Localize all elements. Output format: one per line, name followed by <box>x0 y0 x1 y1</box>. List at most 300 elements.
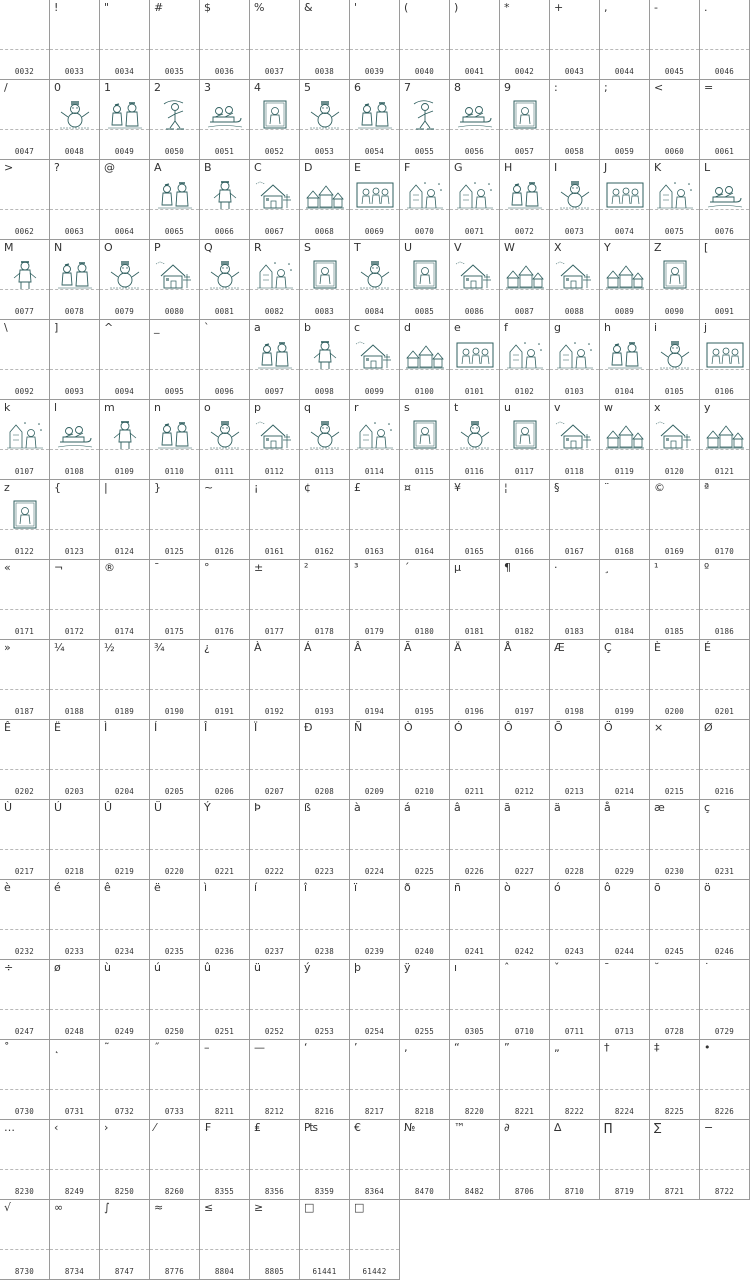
frame-illustration-icon <box>406 420 444 450</box>
glyph-cell <box>550 1040 600 1120</box>
figure-illustration-icon <box>206 180 244 210</box>
baseline-divider <box>300 1169 349 1170</box>
glyph-character: Æ <box>554 641 565 654</box>
glyph-character: î <box>304 881 308 894</box>
glyph-character: V <box>454 241 462 254</box>
glyph-character: f <box>504 321 508 334</box>
glyph-cell <box>500 160 550 240</box>
glyph-cell <box>450 880 500 960</box>
glyph-cell <box>600 1040 650 1120</box>
glyph-character: › <box>104 1121 109 1134</box>
glyph-code: 0731 <box>64 1107 85 1116</box>
glyph-cell <box>350 1200 400 1280</box>
glyph-code: 8226 <box>714 1107 735 1116</box>
glyph-code: 0061 <box>714 147 735 156</box>
glyph-character: − <box>704 1121 714 1134</box>
glyph-code: 0732 <box>114 1107 135 1116</box>
baseline-divider <box>250 1169 299 1170</box>
glyph-cell <box>0 0 50 80</box>
glyph-character: ¯ <box>154 561 160 574</box>
glyph-cell <box>300 400 350 480</box>
glyph-character: g <box>554 321 561 334</box>
glyph-code: 8730 <box>14 1267 35 1276</box>
glyph-code: 0247 <box>14 1027 35 1036</box>
glyph-cell <box>300 320 350 400</box>
glyph-code: 0217 <box>14 867 35 876</box>
baseline-divider <box>350 849 399 850</box>
glyph-code: 0183 <box>564 627 585 636</box>
glyph-character: H <box>504 161 513 174</box>
glyph-character: 4 <box>254 81 261 94</box>
baseline-divider <box>150 529 199 530</box>
glyph-cell <box>550 0 600 80</box>
baseline-divider <box>250 49 299 50</box>
glyph-cell <box>650 0 700 80</box>
glyph-code: 0112 <box>264 467 285 476</box>
glyph-code: 0166 <box>514 547 535 556</box>
baseline-divider <box>300 1009 349 1010</box>
glyph-cell <box>550 80 600 160</box>
skater-illustration-icon <box>156 100 194 130</box>
baseline-divider <box>350 1249 399 1250</box>
glyph-character: ¢ <box>304 481 311 494</box>
glyph-code: 8805 <box>264 1267 285 1276</box>
glyph-cell <box>550 240 600 320</box>
glyph-code: 0161 <box>264 547 285 556</box>
baseline-divider <box>700 289 749 290</box>
glyph-code: 0232 <box>14 947 35 956</box>
glyph-character: Q <box>204 241 213 254</box>
glyph-code: 8364 <box>364 1187 385 1196</box>
glyph-character: À <box>254 641 262 654</box>
baseline-divider <box>450 929 499 930</box>
glyph-cell <box>50 880 100 960</box>
snowman-illustration-icon <box>656 340 694 370</box>
kids-illustration-icon <box>606 340 644 370</box>
glyph-character: ∏ <box>604 1121 613 1134</box>
glyph-code: 0115 <box>414 467 435 476</box>
glyph-code: 0082 <box>264 307 285 316</box>
glyph-cell <box>250 960 300 1040</box>
glyph-character: 3 <box>204 81 211 94</box>
baseline-divider <box>150 49 199 50</box>
glyph-cell <box>250 1120 300 1200</box>
glyph-character: / <box>4 81 8 94</box>
glyph-code: 0252 <box>264 1027 285 1036</box>
glyph-cell <box>150 240 200 320</box>
glyph-code: 0234 <box>114 947 135 956</box>
glyph-code: 0094 <box>114 387 135 396</box>
glyph-character: ï <box>354 881 358 894</box>
glyph-character: 5 <box>304 81 311 94</box>
glyph-cell <box>100 1040 150 1120</box>
glyph-character: ™ <box>454 1121 465 1134</box>
glyph-cell <box>600 240 650 320</box>
glyph-code: 8734 <box>64 1267 85 1276</box>
glyph-code: 0080 <box>164 307 185 316</box>
glyph-character: … <box>4 1121 15 1134</box>
glyph-cell <box>150 160 200 240</box>
baseline-divider <box>0 609 49 610</box>
glyph-cell <box>500 320 550 400</box>
glyph-cell <box>350 480 400 560</box>
glyph-cell <box>50 640 100 720</box>
baseline-divider <box>0 49 49 50</box>
glyph-code: 0040 <box>414 67 435 76</box>
glyph-cell <box>0 160 50 240</box>
glyph-code: 0099 <box>364 387 385 396</box>
glyph-character: ˇ <box>554 961 560 974</box>
glyph-code: 0178 <box>314 627 335 636</box>
glyph-code: 0125 <box>164 547 185 556</box>
glyph-cell <box>700 720 750 800</box>
glyph-code: 0237 <box>264 947 285 956</box>
baseline-divider <box>500 689 549 690</box>
glyph-cell <box>350 1120 400 1200</box>
glyph-character: r <box>354 401 359 414</box>
glyph-code: 0054 <box>364 147 385 156</box>
glyph-cell <box>550 720 600 800</box>
glyph-character: ° <box>204 561 210 574</box>
glyph-character: Ì <box>104 721 108 734</box>
glyph-code: 0052 <box>264 147 285 156</box>
glyph-code: 0208 <box>314 787 335 796</box>
baseline-divider <box>600 49 649 50</box>
glyph-character: Å <box>504 641 512 654</box>
baseline-divider <box>50 529 99 530</box>
glyph-code: 0218 <box>64 867 85 876</box>
glyph-character: I <box>554 161 558 174</box>
glyph-character: ù <box>104 961 111 974</box>
glyph-code: 0213 <box>564 787 585 796</box>
glyph-cell <box>250 80 300 160</box>
glyph-cell <box>100 400 150 480</box>
glyph-character: æ <box>654 801 665 814</box>
baseline-divider <box>550 1169 599 1170</box>
sled-illustration-icon <box>56 420 94 450</box>
glyph-character: s <box>404 401 410 414</box>
glyph-character: 6 <box>354 81 361 94</box>
glyph-cell <box>700 880 750 960</box>
glyph-cell <box>200 720 250 800</box>
glyph-cell <box>250 160 300 240</box>
baseline-divider <box>550 1089 599 1090</box>
glyph-code: 0091 <box>714 307 735 316</box>
baseline-divider <box>0 689 49 690</box>
glyph-character: ý <box>304 961 311 974</box>
glyph-character: ÷ <box>4 961 14 974</box>
glyph-character: © <box>654 481 665 494</box>
glyph-cell <box>600 880 650 960</box>
glyph-cell <box>150 640 200 720</box>
baseline-divider <box>650 1089 699 1090</box>
glyph-cell <box>200 1120 250 1200</box>
glyph-code: 0244 <box>614 947 635 956</box>
snowman-illustration-icon <box>356 260 394 290</box>
figure-illustration-icon <box>306 340 344 370</box>
glyph-code: 0238 <box>314 947 335 956</box>
framewide-illustration-icon <box>706 340 744 370</box>
glyph-code: 0036 <box>214 67 235 76</box>
glyph-cell <box>350 640 400 720</box>
baseline-divider <box>50 849 99 850</box>
glyph-code: 0168 <box>614 547 635 556</box>
glyph-character: 2 <box>154 81 161 94</box>
glyph-code: 8719 <box>614 1187 635 1196</box>
baseline-divider <box>500 1009 549 1010</box>
glyph-character: - <box>654 1 658 14</box>
glyph-character: 7 <box>404 81 411 94</box>
glyph-cell <box>450 720 500 800</box>
glyph-cell <box>0 960 50 1040</box>
baseline-divider <box>250 689 299 690</box>
glyph-cell <box>500 240 550 320</box>
glyph-cell <box>700 1040 750 1120</box>
glyph-cell <box>500 560 550 640</box>
glyph-cell <box>600 0 650 80</box>
glyph-cell <box>50 240 100 320</box>
baseline-divider <box>50 1089 99 1090</box>
baseline-divider <box>100 769 149 770</box>
baseline-divider <box>450 529 499 530</box>
glyph-character: ¥ <box>454 481 461 494</box>
glyph-cell <box>250 1200 300 1280</box>
glyph-code: 0179 <box>364 627 385 636</box>
glyph-cell <box>100 160 150 240</box>
glyph-character: : <box>554 81 558 94</box>
glyph-code: 8470 <box>414 1187 435 1196</box>
glyph-character: Û <box>104 801 113 814</box>
glyph-character: m <box>104 401 115 414</box>
glyph-code: 0197 <box>514 707 535 716</box>
glyph-code: 0087 <box>514 307 535 316</box>
glyph-code: 0120 <box>664 467 685 476</box>
glyph-cell <box>650 240 700 320</box>
glyph-cell <box>650 400 700 480</box>
glyph-character: ^ <box>104 321 114 334</box>
baseline-divider <box>150 769 199 770</box>
baseline-divider <box>400 529 449 530</box>
glyph-code: 8260 <box>164 1187 185 1196</box>
glyph-cell <box>400 880 450 960</box>
glyph-character: c <box>354 321 361 334</box>
glyph-cell <box>550 880 600 960</box>
glyph-code: 0733 <box>164 1107 185 1116</box>
baseline-divider <box>600 1009 649 1010</box>
glyph-code: 0713 <box>614 1027 635 1036</box>
glyph-code: 0163 <box>364 547 385 556</box>
glyph-character: â <box>454 801 461 814</box>
glyph-cell <box>50 400 100 480</box>
baseline-divider <box>300 49 349 50</box>
glyph-cell <box>350 800 400 880</box>
glyph-cell <box>600 320 650 400</box>
frame-illustration-icon <box>656 260 694 290</box>
glyph-character: ≈ <box>154 1201 164 1214</box>
baseline-divider <box>150 1089 199 1090</box>
baseline-divider <box>300 609 349 610</box>
glyph-code: 0202 <box>14 787 35 796</box>
glyph-cell <box>700 640 750 720</box>
glyph-cell <box>100 80 150 160</box>
glyph-character: è <box>4 881 11 894</box>
glyph-character: o <box>204 401 211 414</box>
glyph-character: Õ <box>554 721 563 734</box>
glyph-cell <box>650 1120 700 1200</box>
glyph-code: 0228 <box>564 867 585 876</box>
glyph-character: ß <box>304 801 311 814</box>
baseline-divider <box>700 129 749 130</box>
glyph-cell <box>700 240 750 320</box>
glyph-code: 0222 <box>264 867 285 876</box>
baseline-divider <box>400 1009 449 1010</box>
glyph-character: ˉ <box>604 961 610 974</box>
glyph-cell <box>50 160 100 240</box>
glyph-code: 0103 <box>564 387 585 396</box>
glyph-cell <box>50 1040 100 1120</box>
glyph-character: ¤ <box>404 481 411 494</box>
glyph-character: ≥ <box>254 1201 264 1214</box>
sled-illustration-icon <box>206 100 244 130</box>
glyph-cell <box>450 640 500 720</box>
frame-illustration-icon <box>506 420 544 450</box>
glyph-code: 0086 <box>464 307 485 316</box>
glyph-code: 8230 <box>14 1187 35 1196</box>
glyph-character: ¹ <box>654 561 659 574</box>
baseline-divider <box>600 769 649 770</box>
glyph-cell <box>50 480 100 560</box>
glyph-cell <box>250 1040 300 1120</box>
glyph-code: 0121 <box>714 467 735 476</box>
glyph-cell <box>0 1040 50 1120</box>
baseline-divider <box>650 1009 699 1010</box>
glyph-code: 0077 <box>14 307 35 316</box>
glyph-cell <box>700 560 750 640</box>
glyph-character: L <box>704 161 711 174</box>
glyph-cell <box>200 880 250 960</box>
glyph-character: Ä <box>454 641 462 654</box>
glyph-character: ú <box>154 961 161 974</box>
baseline-divider <box>200 769 249 770</box>
glyph-code: 0243 <box>564 947 585 956</box>
baseline-divider <box>500 929 549 930</box>
glyph-character: – <box>204 1041 210 1054</box>
glyph-character: * <box>504 1 510 14</box>
glyph-cell <box>300 480 350 560</box>
glyph-code: 8721 <box>664 1187 685 1196</box>
glyph-cell <box>350 0 400 80</box>
scene-illustration-icon <box>506 340 544 370</box>
baseline-divider <box>500 1089 549 1090</box>
glyph-cell <box>200 480 250 560</box>
glyph-character: Y <box>604 241 611 254</box>
glyph-cell <box>450 0 500 80</box>
glyph-cell <box>400 560 450 640</box>
baseline-divider <box>100 1089 149 1090</box>
glyph-cell <box>250 800 300 880</box>
village-illustration-icon <box>406 340 444 370</box>
glyph-code: 0044 <box>614 67 635 76</box>
glyph-character: ∫ <box>104 1201 110 1214</box>
glyph-code: 0038 <box>314 67 335 76</box>
baseline-divider <box>350 769 399 770</box>
glyph-code: 8804 <box>214 1267 235 1276</box>
glyph-code: 0110 <box>164 467 185 476</box>
glyph-character: K <box>654 161 662 174</box>
glyph-code: 0189 <box>114 707 135 716</box>
glyph-character: ê <box>104 881 111 894</box>
glyph-character: F <box>404 161 411 174</box>
glyph-code: 0108 <box>64 467 85 476</box>
glyph-cell <box>250 480 300 560</box>
glyph-character: \ <box>4 321 8 334</box>
glyph-character: p <box>254 401 261 414</box>
glyph-character: £ <box>354 481 361 494</box>
glyph-code: 0710 <box>514 1027 535 1036</box>
glyph-code: 0059 <box>614 147 635 156</box>
glyph-cell <box>600 480 650 560</box>
glyph-cell <box>700 1120 750 1200</box>
glyph-character: ` <box>204 321 210 334</box>
baseline-divider <box>300 529 349 530</box>
glyph-character: — <box>254 1041 265 1054</box>
baseline-divider <box>500 1169 549 1170</box>
glyph-cell <box>200 1040 250 1120</box>
glyph-code: 8355 <box>214 1187 235 1196</box>
glyph-code: 0172 <box>64 627 85 636</box>
glyph-character: „ <box>554 1041 560 1054</box>
frame-illustration-icon <box>256 100 294 130</box>
glyph-cell <box>500 0 550 80</box>
baseline-divider <box>700 1009 749 1010</box>
glyph-character: ½ <box>104 641 115 654</box>
glyph-cell <box>650 960 700 1040</box>
glyph-cell <box>0 640 50 720</box>
glyph-code: 0174 <box>114 627 135 636</box>
frame-illustration-icon <box>6 500 44 530</box>
baseline-divider <box>450 609 499 610</box>
baseline-divider <box>150 929 199 930</box>
glyph-character: ò <box>504 881 511 894</box>
baseline-divider <box>100 929 149 930</box>
glyph-code: 0076 <box>714 227 735 236</box>
baseline-divider <box>600 849 649 850</box>
baseline-divider <box>550 689 599 690</box>
glyph-code: 0223 <box>314 867 335 876</box>
glyph-cell <box>100 1200 150 1280</box>
glyph-cell <box>600 560 650 640</box>
glyph-cell <box>100 880 150 960</box>
glyph-cell <box>600 1120 650 1200</box>
glyph-character: ₤ <box>254 1121 261 1134</box>
glyph-code: 0065 <box>164 227 185 236</box>
glyph-code: 8359 <box>314 1187 335 1196</box>
glyph-character: » <box>4 641 11 654</box>
glyph-cell <box>450 240 500 320</box>
baseline-divider <box>550 929 599 930</box>
glyph-code: 8221 <box>514 1107 535 1116</box>
baseline-divider <box>350 1009 399 1010</box>
glyph-character: ª <box>704 481 710 494</box>
glyph-cell <box>400 1040 450 1120</box>
baseline-divider <box>400 1089 449 1090</box>
kids-illustration-icon <box>256 340 294 370</box>
scene-illustration-icon <box>556 340 594 370</box>
glyph-character: € <box>354 1121 361 1134</box>
baseline-divider <box>500 49 549 50</box>
glyph-cell <box>0 240 50 320</box>
glyph-character: µ <box>454 561 461 574</box>
